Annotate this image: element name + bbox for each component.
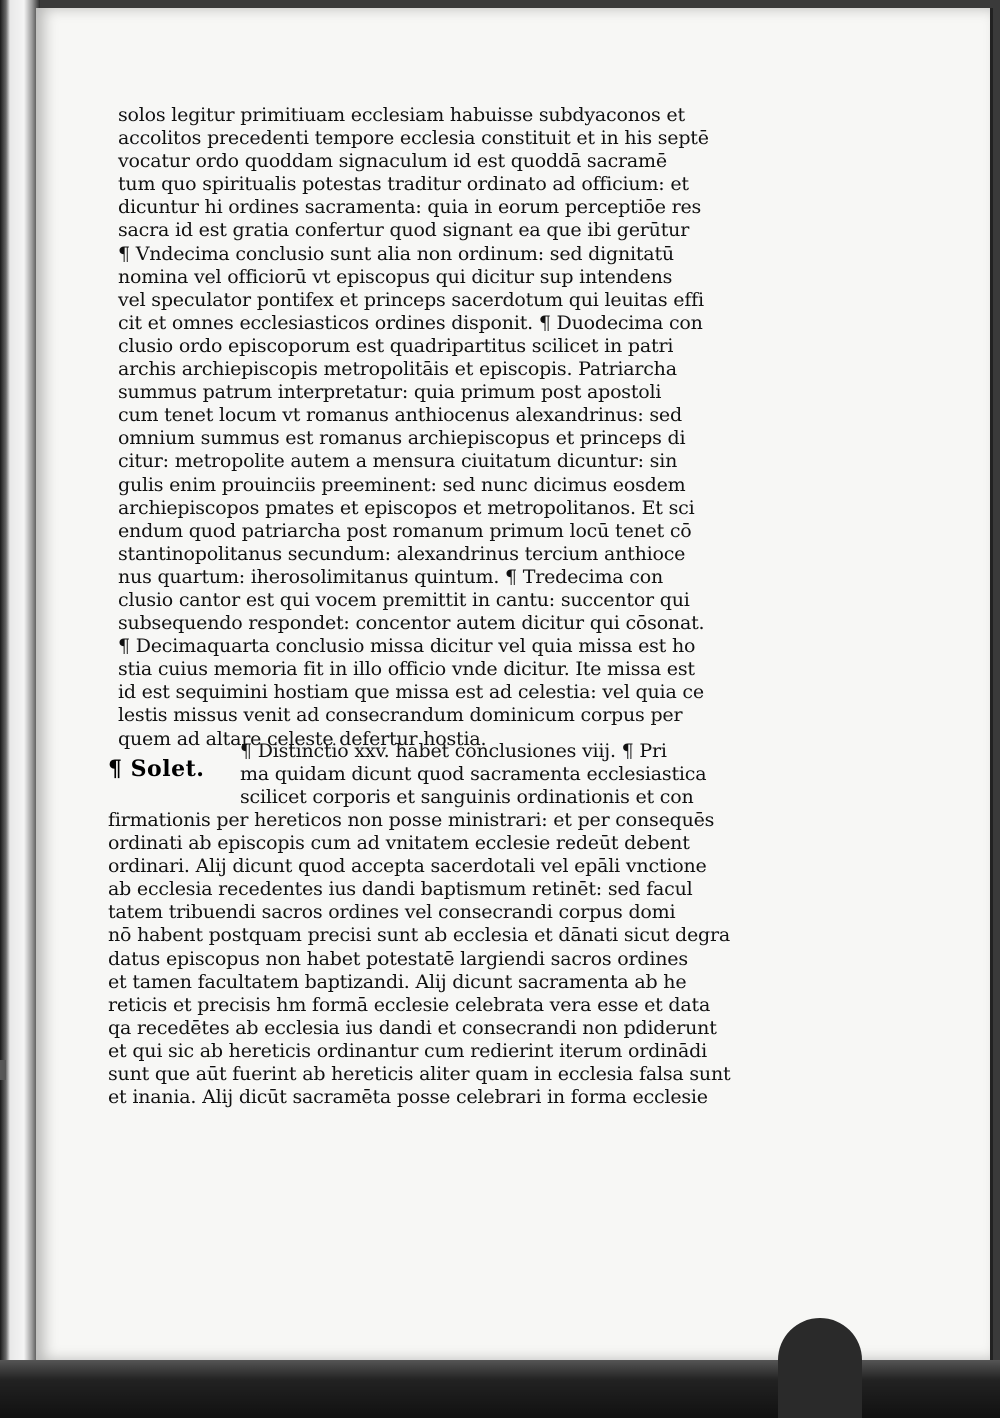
text-line: quem ad altare celeste defertur hostia. bbox=[118, 727, 487, 750]
text-line: qa recedētes ab ecclesia ius dandi et consecrandi non pdiderunt bbox=[108, 1016, 717, 1039]
text-line: ordinati ab episcopis cum ad vnitatem ecclesie redeūt debent bbox=[108, 832, 690, 855]
text-line: ordinari. Alij dicunt quod accepta sacerdotali vel epāli vnctione bbox=[108, 855, 707, 878]
text-line: sacra id est gratia confertur quod signant ea que ibi gerūtur bbox=[118, 219, 690, 242]
rubric-heading: ¶ Solet. bbox=[108, 756, 205, 782]
text-line: ab ecclesia recedentes ius dandi baptismum retinēt: sed facul bbox=[108, 878, 693, 901]
text-line: archiepiscopos pmates et episcopos et metropolitanos. Et sci bbox=[118, 496, 695, 519]
text-line: dicuntur hi ordines sacramenta: quia in eorum perceptiōe res bbox=[118, 196, 702, 219]
text-line: nomina vel officiorū vt episcopus qui dicitur sup intendens bbox=[118, 265, 673, 288]
text-line: et inania. Alij dicūt sacramēta posse celebrari in forma ecclesie bbox=[108, 1086, 708, 1109]
text-line: cit et omnes ecclesiasticos ordines disponit. ¶ Duodecima con bbox=[118, 311, 703, 334]
text-line: ¶ Decimaquarta conclusio missa dicitur vel quia missa est ho bbox=[118, 635, 696, 658]
text-line: stantinopolitanus secundum: alexandrinus tercium anthioce bbox=[118, 542, 686, 565]
text-line: subsequendo respondet: concentor autem dicitur qui cōsonat. bbox=[118, 612, 705, 635]
text-line: archis archiepiscopis metropolitāis et episcopis. Patriarcha bbox=[118, 358, 677, 381]
text-line: firmationis per hereticos non posse ministrari: et per consequēs bbox=[108, 809, 715, 831]
text-line: et qui sic ab hereticis ordinantur cum redierint iterum ordinādi bbox=[108, 1039, 707, 1062]
text-line: lestis missus venit ad consecrandum dominicum corpus per bbox=[118, 704, 683, 727]
text-line: et tamen facultatem baptizandi. Alij dicunt sacramenta ab he bbox=[108, 970, 687, 993]
text-line: clusio ordo episcoporum est quadripartitus scilicet in patri bbox=[118, 334, 674, 357]
text-line: solos legitur primitiuam ecclesiam habuisse subdyaconos et bbox=[118, 104, 685, 126]
text-line: vocatur ordo quoddam signaculum id est quoddā sacramē bbox=[118, 150, 667, 173]
text-line: accolitos precedenti tempore ecclesia constituit et in his septē bbox=[118, 127, 709, 150]
text-line: tatem tribuendi sacros ordines vel consecrandi corpus domi bbox=[108, 901, 676, 924]
lower-text-column bbox=[108, 809, 731, 1109]
text-line: cum tenet locum vt romanus anthiocenus alexandrinus: sed bbox=[118, 404, 682, 427]
holding-thumb bbox=[778, 1318, 862, 1418]
left-margin-mark bbox=[0, 1060, 6, 1080]
indented-text-column bbox=[240, 740, 707, 809]
text-line: gulis enim prouinciis preeminent: sed nunc dicimus eosdem bbox=[118, 473, 686, 496]
text-line: clusio cantor est qui vocem premittit in cantu: succentor qui bbox=[118, 588, 690, 611]
text-line: ¶ Vndecima conclusio sunt alia non ordinum: sed dignitatū bbox=[118, 242, 674, 265]
text-line: sunt que aūt fuerint ab hereticis aliter quam in ecclesia falsa sunt bbox=[108, 1063, 731, 1086]
text-line: scilicet corporis et sanguinis ordinationis et con bbox=[240, 786, 694, 809]
text-line: ¶ Distinctio xxv. habet conclusiones viij. ¶ Pri bbox=[240, 740, 667, 762]
text-line: citur: metropolite autem a mensura ciuitatum dicuntur: sin bbox=[118, 450, 678, 473]
text-line: ma quidam dicunt quod sacramenta ecclesiastica bbox=[240, 763, 707, 786]
text-line: nus quartum: iherosolimitanus quintum. ¶ Tredecima con bbox=[118, 565, 663, 588]
text-line: summus patrum interpretatur: quia primum post apostoli bbox=[118, 381, 662, 404]
text-line: id est sequimini hostiam que missa est ad celestia: vel quia ce bbox=[118, 681, 704, 704]
text-line: tum quo spiritualis potestas traditur ordinato ad officium: et bbox=[118, 173, 689, 196]
text-line: reticis et precisis hm formā ecclesie celebrata vera esse et data bbox=[108, 993, 711, 1016]
text-line: stia cuius memoria fit in illo officio vnde dicitur. Ite missa est bbox=[118, 658, 695, 681]
book-spine-edge bbox=[0, 0, 40, 1418]
text-line: endum quod patriarcha post romanum primum locū tenet cō bbox=[118, 519, 692, 542]
text-line: datus episcopus non habet potestatē largiendi sacros ordines bbox=[108, 947, 688, 970]
text-line: vel speculator pontifex et princeps sacerdotum qui leuitas effi bbox=[118, 288, 704, 311]
text-line: omnium summus est romanus archiepiscopus et princeps di bbox=[118, 427, 686, 450]
text-line: nō habent postquam precisi sunt ab ecclesia et dānati sicut degra bbox=[108, 924, 730, 947]
